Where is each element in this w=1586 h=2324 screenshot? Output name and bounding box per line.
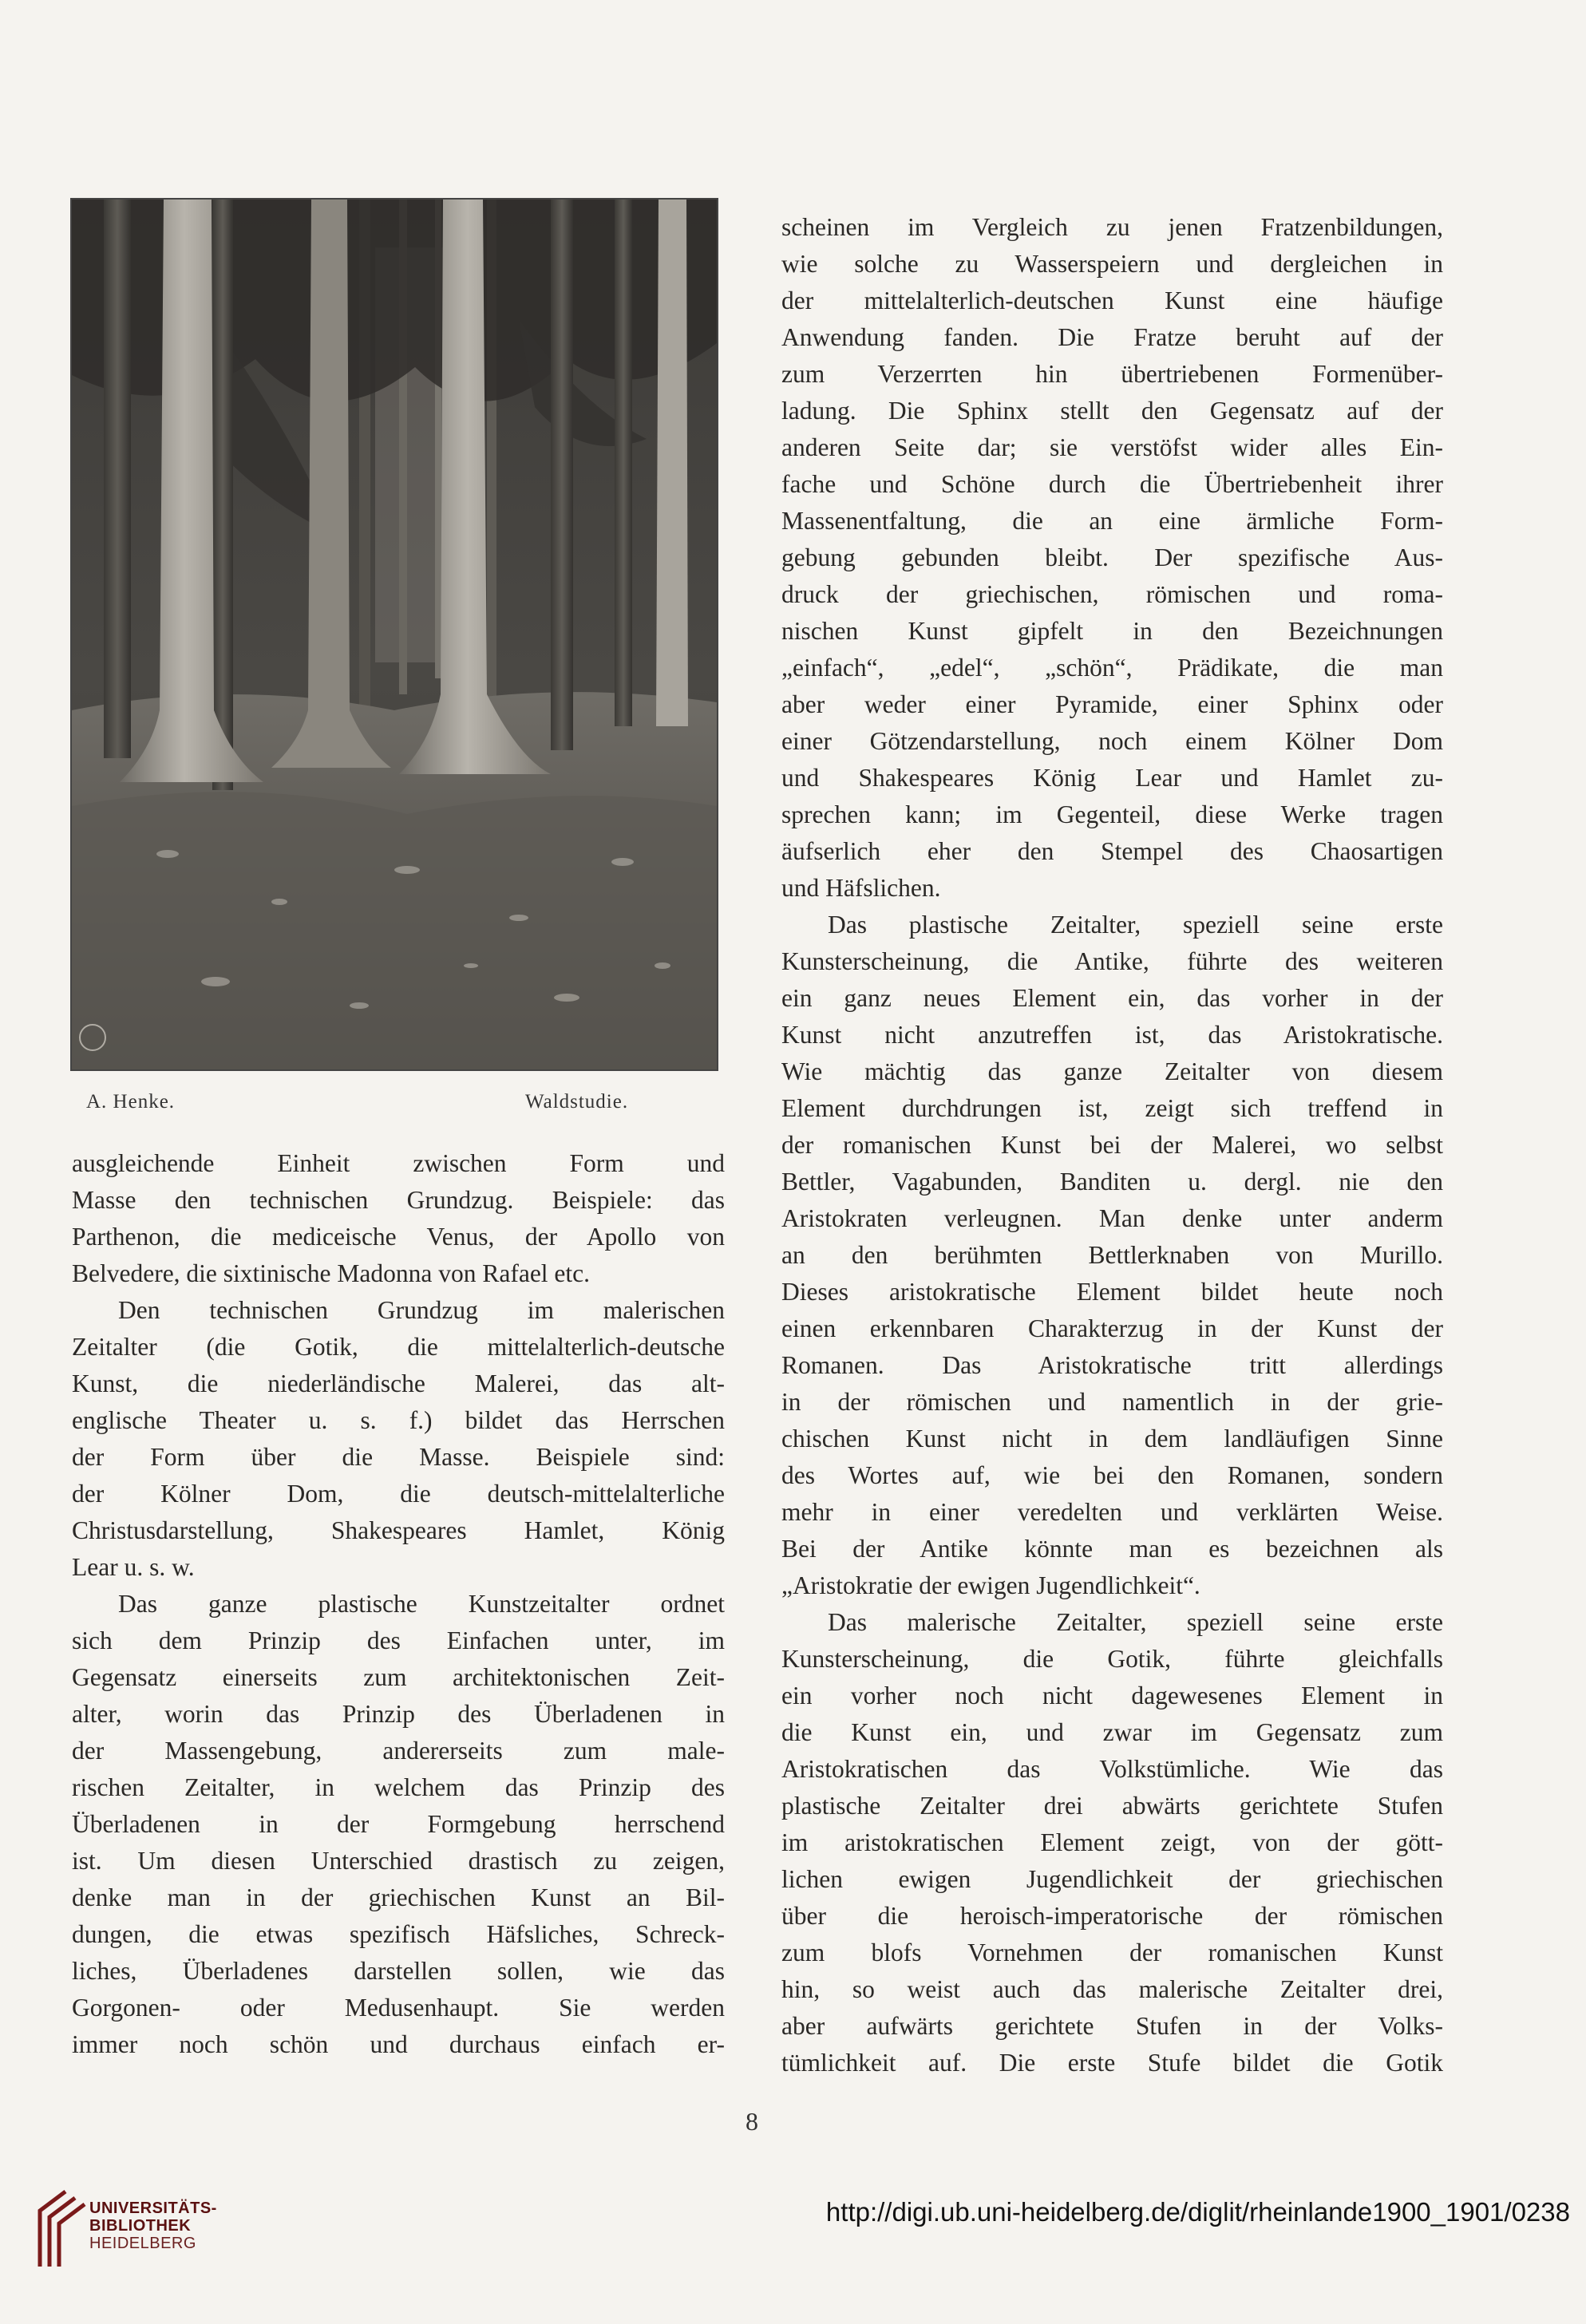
text-line: äufserlich eher den Stempel des Chaosartigen (781, 837, 1443, 865)
text-line: plastische Zeitalter drei abwärts gerichtete Stufen (781, 1792, 1443, 1820)
text-line: Kunsterscheinung, die Antike, führte des weiteren (781, 947, 1443, 975)
text-line: Anwendung fanden. Die Fratze beruht auf der (781, 323, 1443, 351)
text-line: Kunst nicht anzutreffen ist, das Aristokratische. (781, 1021, 1443, 1049)
page-number: 8 (746, 2107, 758, 2136)
text-line: die Kunst ein, und zwar im Gegensatz zum (781, 1718, 1443, 1746)
text-line: englische Theater u. s. f.) bildet das Herrschen (72, 1406, 725, 1434)
text-line: immer noch schön und durchaus einfach er- (72, 2030, 725, 2058)
text-line: wie solche zu Wasserspeiern und dergleichen in (781, 250, 1443, 278)
text-line: der romanischen Kunst bei der Malerei, wo selbst (781, 1131, 1443, 1159)
text-line: scheinen im Vergleich zu jenen Fratzenbildungen, (781, 213, 1443, 241)
text-line: Das malerische Zeitalter, speziell seine erste (828, 1608, 1443, 1636)
text-line: im aristokratischen Element zeigt, von der gött- (781, 1828, 1443, 1856)
left-text-column (72, 1145, 725, 2063)
text-line: Zeitalter (die Gotik, die mittelalterlich-deutsche (72, 1333, 725, 1361)
institution-name (89, 2200, 217, 2252)
text-line: Kunsterscheinung, die Gotik, führte gleichfalls (781, 1645, 1443, 1673)
text-line: aber aufwärts gerichtete Stufen in der Volks- (781, 2012, 1443, 2040)
text-line: Element durchdrungen ist, zeigt sich treffend in (781, 1094, 1443, 1122)
forest-painting-image (72, 200, 717, 1069)
text-line: aber weder einer Pyramide, einer Sphinx oder (781, 690, 1443, 718)
text-line: an den berühmten Bettlerknaben von Murillo. (781, 1241, 1443, 1269)
text-line: „einfach“, „edel“, „schön“, Prädikate, die man (781, 654, 1443, 682)
institution-line-1: UNIVERSITÄTS- (89, 2200, 217, 2217)
text-line: mehr in einer veredelten und verklärten Weise. (781, 1498, 1443, 1526)
text-line: Bei der Antike könnte man es bezeichnen als (781, 1535, 1443, 1563)
text-line: zum blofs Vornehmen der romanischen Kunst (781, 1939, 1443, 1966)
text-line: hin, so weist auch das malerische Zeitalter drei, (781, 1975, 1443, 2003)
text-line: einen erkennbaren Charakterzug in der Kunst der (781, 1314, 1443, 1342)
text-line: chischen Kunst nicht in dem landläufigen Sinne (781, 1425, 1443, 1452)
text-line: in der römischen und namentlich in der grie- (781, 1388, 1443, 1416)
text-line: nischen Kunst gipfelt in den Bezeichnungen (781, 617, 1443, 645)
text-line: zum Verzerrten hin übertriebenen Formenüber- (781, 360, 1443, 388)
text-line: rischen Zeitalter, in welchem das Prinzip des (72, 1773, 725, 1801)
text-line: der Massengebung, andererseits zum male- (72, 1737, 725, 1765)
text-line: Überladenen in der Formgebung herrschend (72, 1810, 725, 1838)
text-line: Masse den technischen Grundzug. Beispiele: das (72, 1186, 725, 1214)
text-line: der mittelalterlich-deutschen Kunst eine häufige (781, 287, 1443, 314)
text-line: Gorgonen- oder Medusenhaupt. Sie werden (72, 1994, 725, 2022)
text-line: ladung. Die Sphinx stellt den Gegensatz auf der (781, 397, 1443, 425)
text-line: Dieses aristokratische Element bildet heute noch (781, 1278, 1443, 1306)
figure-title: Waldstudie. (525, 1091, 629, 1113)
text-line: Aristokraten verleugnen. Man denke unter anderm (781, 1204, 1443, 1232)
text-line: sich dem Prinzip des Einfachen unter, im (72, 1626, 725, 1654)
text-line: Massenentfaltung, die an eine ärmliche Form- (781, 507, 1443, 535)
text-line: anderen Seite dar; sie verstöfst wider alles Ein- (781, 433, 1443, 461)
text-line: einer Götzendarstellung, noch einem Kölner Dom (781, 727, 1443, 755)
text-line: Das ganze plastische Kunstzeitalter ordnet (118, 1590, 725, 1618)
text-line: ist. Um diesen Unterschied drastisch zu zeigen, (72, 1847, 725, 1875)
figure-artist: A. Henke. (86, 1091, 176, 1113)
text-line: Wie mächtig das ganze Zeitalter von diesem (781, 1057, 1443, 1085)
institution-line-3: HEIDELBERG (89, 2235, 196, 2252)
text-line: Das plastische Zeitalter, speziell seine erste (828, 911, 1443, 939)
forest-illustration (70, 198, 718, 1071)
text-line: und Häfslichen. (781, 874, 941, 902)
text-line: Aristokratischen das Volkstümliche. Wie das (781, 1755, 1443, 1783)
text-line: Kunst, die niederländische Malerei, das alt- (72, 1370, 725, 1397)
text-line: gebung gebunden bleibt. Der spezifische Aus- (781, 543, 1443, 571)
text-line: Den technischen Grundzug im malerischen (118, 1296, 725, 1324)
text-line: Romanen. Das Aristokratische tritt allerdings (781, 1351, 1443, 1379)
text-line: alter, worin das Prinzip des Überladenen in (72, 1700, 725, 1728)
text-line: der Form über die Masse. Beispiele sind: (72, 1443, 725, 1471)
text-line: Bettler, Vagabunden, Banditen u. dergl. nie den (781, 1168, 1443, 1196)
text-line: dungen, die etwas spezifisch Häfsliches, Schreck- (72, 1920, 725, 1948)
text-line: Parthenon, die mediceische Venus, der Apollo von (72, 1223, 725, 1251)
text-line: und Shakespeares König Lear und Hamlet zu- (781, 764, 1443, 792)
text-line: „Aristokratie der ewigen Jugendlichkeit“. (781, 1571, 1200, 1599)
text-line: liches, Überladenes darstellen sollen, wie das (72, 1957, 725, 1985)
text-line: druck der griechischen, römischen und roma- (781, 580, 1443, 608)
text-line: der Kölner Dom, die deutsch-mittelalterliche (72, 1480, 725, 1508)
text-line: denke man in der griechischen Kunst an Bil- (72, 1883, 725, 1911)
text-line: Lear u. s. w. (72, 1553, 195, 1581)
text-line: fache und Schöne durch die Übertriebenheit ihrer (781, 470, 1443, 498)
text-line: des Wortes auf, wie bei den Romanen, sondern (781, 1461, 1443, 1489)
text-line: Christusdarstellung, Shakespeares Hamlet, König (72, 1516, 725, 1544)
text-line: Gegensatz einerseits zum architektonischen Zeit- (72, 1663, 725, 1691)
text-line: Belvedere, die sixtinische Madonna von Rafael etc. (72, 1259, 591, 1287)
institution-line-2: BIBLIOTHEK (89, 2217, 192, 2235)
source-url[interactable]: http://digi.ub.uni-heidelberg.de/diglit/rheinlande1900_1901/0238 (825, 2197, 1570, 2227)
text-line: über die heroisch-imperatorische der römischen (781, 1902, 1443, 1930)
text-line: tümlichkeit auf. Die erste Stufe bildet die Gotik (781, 2049, 1443, 2077)
text-line: sprechen kann; im Gegenteil, diese Werke tragen (781, 800, 1443, 828)
text-line: ein ganz neues Element ein, das vorher in der (781, 984, 1443, 1012)
text-line: lichen ewigen Jugendlichkeit der griechischen (781, 1865, 1443, 1893)
text-line: ein vorher noch nicht dagewesenes Element in (781, 1682, 1443, 1709)
text-line: ausgleichende Einheit zwischen Form und (72, 1149, 725, 1177)
right-text-column (781, 209, 1443, 2081)
